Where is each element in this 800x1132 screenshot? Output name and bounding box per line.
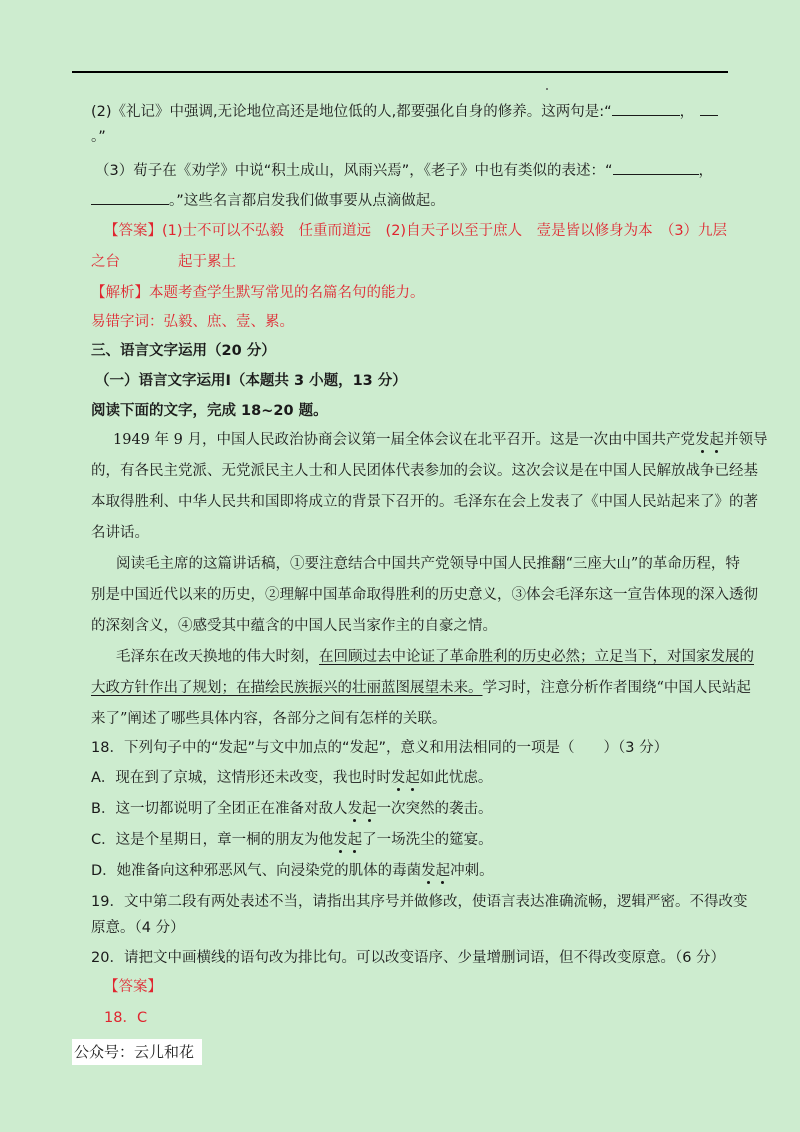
question-19-line1: 19．文中第二段有两处表述不当，请指出其序号并做修改，使语言表达准确流畅，逻辑严密。不得改变: [91, 894, 748, 910]
passage-p1-line4: 名讲话。: [91, 525, 149, 541]
option-a: A．现在到了京城，这情形还未改变，我也时时发起如此忧虑。: [91, 770, 493, 786]
question-2: (2)《礼记》中强调,无论地位高还是地位低的人,都要强化自身的修养。这两句是:“ ，: [91, 101, 718, 122]
analysis: 【解析】本题考查学生默写常见的名篇名句的能力。: [91, 285, 425, 301]
section-title: 三、语言文字运用（20 分）: [91, 343, 276, 359]
speck: [546, 88, 548, 90]
section-subtitle: （一）语言文字运用Ⅰ（本题共 3 小题，13 分）: [95, 373, 407, 389]
answer-blank: [612, 101, 680, 116]
answer-blank: [91, 190, 169, 205]
question-19-line2: 原意。（4 分）: [91, 920, 185, 936]
reading-instruction: 阅读下面的文字，完成 18~20 题。: [91, 403, 328, 419]
question-3: （3）荀子在《劝学》中说“积土成山，风雨兴焉”，《老子》中也有类似的表述：“ ，: [95, 160, 713, 181]
header-rule: [72, 71, 728, 73]
option-c: C．这是个星期日，章一桐的朋友为他发起了一场洗尘的筵宴。: [91, 832, 493, 848]
option-d: D．她准备向这种邪恶风气、向浸染党的肌体的毒菌发起冲刺。: [91, 863, 494, 879]
question-3-cont: 。”这些名言都启发我们做事要从点滴做起。: [91, 190, 445, 211]
watermark-label: 公众号：云儿和花: [72, 1039, 202, 1065]
dotted-char: 起: [709, 432, 724, 448]
passage-p1-line3: 本取得胜利、中华人民共和国即将成立的背景下召开的。毛泽东在会上发表了《中国人民站起来了》的著: [91, 494, 758, 510]
answer-1-line2: 之台 起于累土: [91, 254, 236, 270]
dotted-char: 发: [694, 432, 710, 448]
answer-2-value: 18．C: [104, 1010, 148, 1026]
passage-p3-line2: 大政方针作出了规划；在描绘民族振兴的壮丽蓝图展望未来。学习时，注意分析作者围绕“中国人民站起: [91, 680, 751, 696]
question-20: 20．请把文中画横线的语句改为排比句。可以改变语序、少量增删词语，但不得改变原意。（6 分）: [91, 950, 726, 966]
error-words: 易错字词：弘毅、庶、壹、累。: [91, 314, 294, 330]
answer-blank: [700, 101, 718, 116]
passage-p3-line1: 毛泽东在改天换地的伟大时刻，在回顾过去中论证了革命胜利的历史必然；立足当下，对国家发展的: [116, 649, 754, 665]
question-2-end: 。”: [91, 129, 106, 145]
answer-1-line1: 【答案】(1)士不可以不弘毅 任重而道远 (2)自天子以至于庶人 壹是皆以修身为本 （3）九层: [104, 223, 728, 239]
answer-2-label: 【答案】: [104, 979, 162, 995]
passage-p1-line2: 的，有各民主党派、无党派民主人士和人民团体代表参加的会议。这次会议是在中国人民解放战争已经基: [91, 463, 758, 479]
underlined-sentence: 大政方针作出了规划；在描绘民族振兴的壮丽蓝图展望未来。: [91, 680, 483, 696]
option-b: B．这一切都说明了全团正在准备对敌人发起一次突然的袭击。: [91, 801, 493, 817]
passage-p1-line1: 1949 年 9 月，中国人民政治协商会议第一届全体会议在北平召开。这是一次由中国共产党发起并领导: [113, 432, 768, 448]
passage-p3-line3: 来了”阐述了哪些具体内容，各部分之间有怎样的关联。: [91, 711, 447, 727]
passage-p2-line2: 别是中国近代以来的历史，②理解中国革命取得胜利的历史意义，③体会毛泽东这一宣告体现的深入透彻: [91, 587, 758, 603]
passage-p2-line3: 的深刻含义，④感受其中蕴含的中国人民当家作主的自豪之情。: [91, 618, 497, 634]
question-18: 18．下列句子中的“发起”与文中加点的“发起”，意义和用法相同的一项是（ ）（3 分）: [91, 740, 669, 756]
underlined-sentence: 在回顾过去中论证了革命胜利的历史必然；立足当下，对国家发展的: [319, 649, 754, 665]
answer-blank: [613, 160, 699, 175]
passage-p2-line1: 阅读毛主席的这篇讲话稿，①要注意结合中国共产党领导中国人民推翻“三座大山”的革命历程，特: [116, 556, 740, 572]
